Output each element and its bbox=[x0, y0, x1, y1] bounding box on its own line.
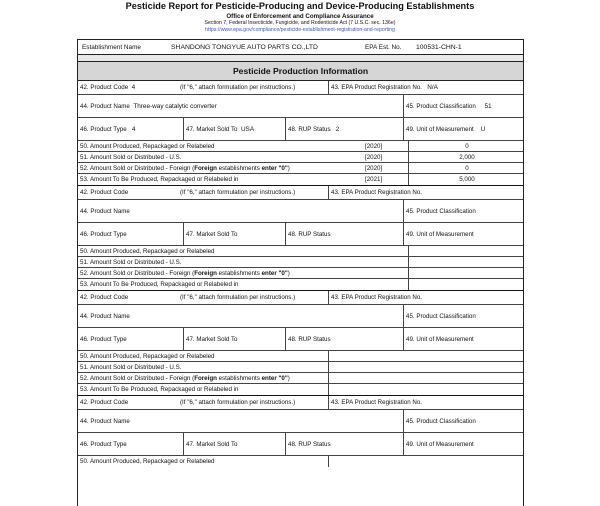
market-sold-value: USA bbox=[240, 125, 255, 133]
epa-reg-cell[interactable]: 43. EPA Product Registration No. bbox=[328, 396, 523, 409]
amount-52-label-enter: enter "0" bbox=[261, 164, 288, 172]
amount-52-label-enter: enter "0" bbox=[261, 269, 288, 277]
product-code-cell[interactable]: 42. Product Code bbox=[80, 189, 129, 196]
product-type-cell[interactable]: 46. Product Type bbox=[80, 440, 127, 448]
amount-50-value[interactable]: 0 bbox=[408, 141, 523, 151]
product-code-row bbox=[78, 291, 523, 305]
epa-reg-cell[interactable] bbox=[328, 81, 523, 94]
amount-50-label: 50. Amount Produced, Repackaged or Relabeled bbox=[80, 247, 215, 255]
classification-cell[interactable]: 45. Product Classification bbox=[403, 200, 523, 222]
epa-est-label: EPA Est. No. bbox=[365, 44, 402, 51]
amount-53-value[interactable]: 5,000 bbox=[408, 174, 523, 185]
type-row bbox=[78, 433, 523, 456]
amount-51-label: 51. Amount Sold or Distributed - U.S. bbox=[80, 363, 182, 371]
epa-reg-value: N/A bbox=[427, 84, 438, 91]
product-code-row bbox=[78, 396, 523, 410]
product-code-cell[interactable] bbox=[78, 81, 178, 94]
classification-cell[interactable]: 45. Product Classification bbox=[403, 410, 523, 432]
rup-status-value: 2 bbox=[335, 125, 340, 133]
product-type-cell[interactable]: 46. Product Type bbox=[80, 335, 127, 343]
amount-51-row bbox=[78, 362, 523, 373]
market-sold-label: 47. Market Sold To bbox=[186, 125, 238, 133]
product-name-row bbox=[78, 305, 523, 328]
amount-51-row bbox=[78, 152, 523, 163]
product-name-cell[interactable] bbox=[78, 95, 403, 117]
product-code-label: 42. Product Code bbox=[80, 84, 129, 91]
classification-cell[interactable] bbox=[403, 95, 523, 117]
amount-52-label-bold: Foreign bbox=[194, 374, 217, 382]
amount-53-value[interactable] bbox=[328, 384, 523, 395]
type-row bbox=[78, 328, 523, 351]
rup-status-label: 48. RUP Status bbox=[288, 125, 331, 133]
unit-cell[interactable]: 49. Unit of Measurement bbox=[403, 328, 523, 350]
amount-52-label-mid: establishments bbox=[216, 374, 262, 382]
amount-53-row bbox=[78, 279, 523, 291]
unit-cell[interactable]: 49. Unit of Measurement bbox=[403, 223, 523, 245]
amount-52-label-enter: enter "0" bbox=[261, 374, 288, 382]
amount-52-label-mid: establishments bbox=[216, 269, 262, 277]
type-row bbox=[78, 118, 523, 141]
report-title: Pesticide Report for Pesticide-Producing and Device-Producing Establishments bbox=[125, 1, 475, 11]
amount-50-label: 50. Amount Produced, Repackaged or Relabeled bbox=[80, 142, 215, 150]
unit-label: 49. Unit of Measurement bbox=[406, 125, 474, 133]
formulation-note: (If "6," attach formulation per instructions.) bbox=[180, 399, 296, 406]
epa-reg-cell[interactable]: 43. EPA Product Registration No. bbox=[328, 186, 523, 199]
amount-51-value[interactable] bbox=[328, 362, 523, 372]
rup-status-cell[interactable]: 48. RUP Status bbox=[285, 433, 403, 455]
amount-52-row bbox=[78, 373, 523, 384]
product-code-cell[interactable]: 42. Product Code bbox=[80, 399, 129, 406]
amount-50-value[interactable] bbox=[328, 351, 523, 361]
product-type-cell[interactable] bbox=[78, 118, 183, 140]
amount-53-label: 53. Amount To Be Produced, Repackaged or Relabeled in bbox=[80, 281, 239, 288]
amount-52-label-mid: establishments bbox=[216, 164, 262, 172]
product-name-cell[interactable]: 44. Product Name bbox=[80, 207, 130, 215]
unit-value: U bbox=[480, 125, 486, 133]
amount-50-row bbox=[78, 141, 523, 152]
amount-51-value[interactable] bbox=[408, 257, 523, 267]
amount-52-value[interactable] bbox=[408, 268, 523, 278]
amount-52-value[interactable]: 0 bbox=[408, 163, 523, 173]
product-code-row bbox=[78, 186, 523, 200]
amount-51-row bbox=[78, 257, 523, 268]
amount-51-value[interactable]: 2,000 bbox=[408, 152, 523, 162]
amount-52-label-bold: Foreign bbox=[194, 164, 217, 172]
production-form bbox=[77, 81, 524, 506]
amount-53-label: 53. Amount To Be Produced, Repackaged or Relabeled in bbox=[80, 176, 239, 183]
epa-reg-label: 43. EPA Product Registration No. bbox=[331, 84, 423, 91]
amount-50-label: 50. Amount Produced, Repackaged or Relabeled bbox=[80, 458, 215, 465]
product-code-value: 4 bbox=[131, 84, 136, 91]
product-name-cell[interactable]: 44. Product Name bbox=[80, 417, 130, 425]
product-code-cell[interactable]: 42. Product Code bbox=[80, 294, 129, 301]
rup-status-cell[interactable] bbox=[285, 118, 403, 140]
formulation-note: (If "6," attach formulation per instructions.) bbox=[180, 84, 296, 91]
amount-53-year: [2021] bbox=[365, 176, 383, 183]
market-sold-cell[interactable]: 47. Market Sold To bbox=[183, 328, 285, 350]
type-row bbox=[78, 223, 523, 246]
amount-51-label: 51. Amount Sold or Distributed - U.S. bbox=[80, 258, 182, 266]
establishment-name-value[interactable]: SHANDONG TONGYUE AUTO PARTS CO.,LTD bbox=[171, 44, 318, 51]
amount-50-label: 50. Amount Produced, Repackaged or Relabeled bbox=[80, 352, 215, 360]
unit-cell[interactable] bbox=[403, 118, 523, 140]
amount-51-label: 51. Amount Sold or Distributed - U.S. bbox=[80, 153, 182, 161]
amount-53-row bbox=[78, 174, 523, 186]
amount-52-year: [2020] bbox=[365, 164, 383, 172]
amount-53-label: 53. Amount To Be Produced, Repackaged or Relabeled in bbox=[80, 386, 239, 393]
establishment-name-label: Establishment Name bbox=[82, 44, 141, 51]
market-sold-cell[interactable]: 47. Market Sold To bbox=[183, 433, 285, 455]
amount-52-label-pre: 52. Amount Sold or Distributed - Foreign ( bbox=[80, 374, 195, 382]
product-name-value: Three-way catalytic converter bbox=[133, 102, 217, 110]
amount-52-label-post: ) bbox=[287, 164, 290, 172]
amount-52-row bbox=[78, 268, 523, 279]
office-line: Office of Enforcement and Compliance Assurance bbox=[226, 13, 374, 20]
amount-50-value[interactable] bbox=[328, 456, 523, 467]
product-type-label: 46. Product Type bbox=[80, 125, 127, 133]
product-type-cell[interactable]: 46. Product Type bbox=[80, 230, 127, 238]
product-name-label: 44. Product Name bbox=[80, 102, 130, 110]
amount-52-label bbox=[78, 268, 408, 278]
amount-52-label bbox=[78, 163, 363, 173]
epa-reg-cell[interactable]: 43. EPA Product Registration No. bbox=[328, 291, 523, 304]
product-code-row bbox=[78, 81, 523, 95]
amount-52-label bbox=[78, 373, 328, 383]
amount-50-row bbox=[78, 456, 523, 467]
amount-52-value[interactable] bbox=[328, 373, 523, 383]
unit-cell[interactable]: 49. Unit of Measurement bbox=[403, 433, 523, 455]
classification-cell[interactable]: 45. Product Classification bbox=[403, 305, 523, 327]
epa-est-value[interactable]: 100531-CHN-1 bbox=[416, 44, 462, 51]
formulation-note: (If "6," attach formulation per instructions.) bbox=[180, 189, 296, 196]
amount-50-row bbox=[78, 351, 523, 362]
rup-status-cell[interactable]: 48. RUP Status bbox=[285, 223, 403, 245]
amount-53-row bbox=[78, 384, 523, 396]
amount-50-row bbox=[78, 246, 523, 257]
formulation-note: (If "6," attach formulation per instructions.) bbox=[180, 294, 296, 301]
product-name-row bbox=[78, 95, 523, 118]
section-line: Section 7, Federal Insecticide, Fungicide, and Rodenticide Act (7 U.S.C. sec. 136e) bbox=[204, 20, 396, 26]
amount-50-value[interactable] bbox=[408, 246, 523, 256]
amount-51-year: [2020] bbox=[365, 153, 383, 161]
amount-52-label-bold: Foreign bbox=[194, 269, 217, 277]
amount-52-label-pre: 52. Amount Sold or Distributed - Foreign ( bbox=[80, 269, 195, 277]
amount-52-label-post: ) bbox=[287, 374, 290, 382]
amount-52-row bbox=[78, 163, 523, 174]
product-name-row bbox=[78, 200, 523, 223]
product-type-value: 4 bbox=[131, 125, 136, 133]
product-name-row bbox=[78, 410, 523, 433]
market-sold-cell[interactable]: 47. Market Sold To bbox=[183, 223, 285, 245]
rup-status-cell[interactable]: 48. RUP Status bbox=[285, 328, 403, 350]
product-name-cell[interactable]: 44. Product Name bbox=[80, 312, 130, 320]
classification-label: 45. Product Classification bbox=[406, 102, 476, 110]
amount-52-label-pre: 52. Amount Sold or Distributed - Foreign ( bbox=[80, 164, 195, 172]
epa-url-link[interactable]: https://www.epa.gov/compliance/pesticide-establishment-registration-and-reporting bbox=[205, 27, 395, 33]
establishment-row bbox=[77, 39, 524, 55]
section-header: Pesticide Production Information bbox=[77, 61, 524, 81]
amount-52-label-post: ) bbox=[287, 269, 290, 277]
classification-value: 51 bbox=[484, 102, 492, 110]
amount-53-value[interactable] bbox=[408, 279, 523, 290]
amount-50-year: [2020] bbox=[365, 142, 383, 150]
market-sold-cell[interactable] bbox=[183, 118, 285, 140]
